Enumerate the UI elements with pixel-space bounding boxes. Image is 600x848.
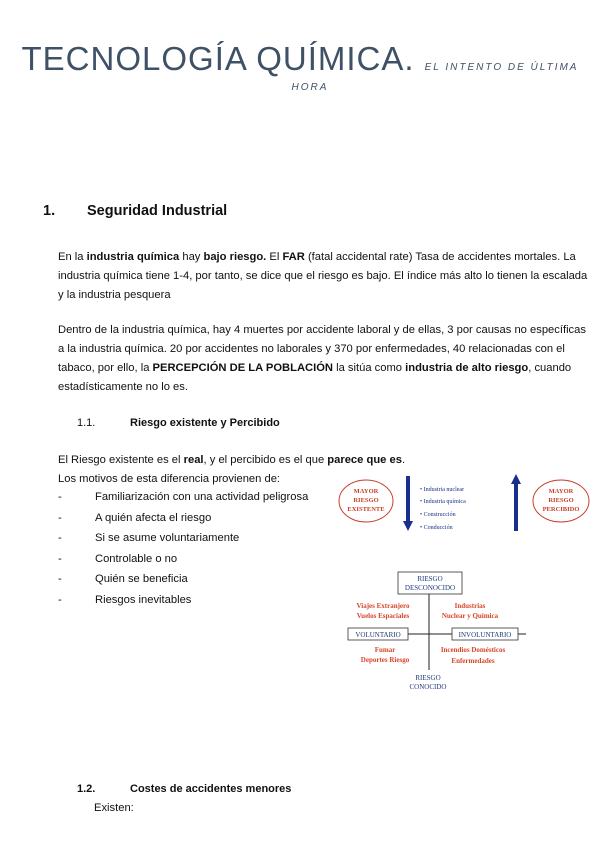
- list-item-text: Controlable o no: [95, 552, 178, 565]
- bold-run: industria química: [86, 251, 180, 263]
- unknown-risk-label: RIESGO: [417, 575, 443, 583]
- subsection-heading-1-1: [77, 417, 280, 429]
- industry-list-item: • Conducción: [420, 525, 453, 531]
- unknown-risk-label: DESCONOCIDO: [404, 584, 456, 592]
- quadrant-top-right: Nuclear y Química: [441, 612, 499, 620]
- risk-comparison-figure: [336, 471, 594, 538]
- bold-run: parece que es: [327, 454, 402, 466]
- quadrant-bottom-right: Enfermedades: [451, 657, 495, 665]
- down-arrow-shaft: [406, 476, 410, 522]
- quadrant-top-right: Industrias: [454, 602, 486, 610]
- text-run: la sitúa como: [333, 362, 406, 374]
- subsection-title: Costes de accidentes menores: [130, 783, 292, 795]
- bold-run: PERCEPCIÓN DE LA POBLACIÓN: [152, 362, 333, 374]
- involuntary-label: INVOLUNTARIO: [458, 631, 512, 639]
- industry-list-item: • Industria nuclear: [420, 487, 465, 493]
- quadrant-bottom-left: Deportes Riesgo: [360, 656, 410, 664]
- text-run: En la: [58, 251, 87, 263]
- subsection-heading-1-2: [77, 783, 291, 795]
- bold-run: industria de alto riesgo: [405, 362, 529, 374]
- risk-comparison-svg: [336, 471, 594, 533]
- known-risk-label: CONOCIDO: [409, 683, 447, 691]
- bold-run: real: [183, 454, 204, 466]
- text-run: El Riesgo existente es el: [58, 454, 184, 466]
- list-item: - A quién afecta el riesgo: [58, 511, 212, 524]
- text-run: hay: [179, 251, 204, 263]
- industry-list-item: • Industria química: [420, 499, 466, 505]
- document-subtitle-continued: HORA: [291, 82, 329, 93]
- risk-quadrant-figure: [338, 570, 528, 699]
- up-arrow-head: [511, 474, 521, 484]
- list-item: - Si se asume voluntariamente: [58, 532, 240, 544]
- subsection-title: Riesgo existente y Percibido: [130, 417, 280, 429]
- risk-quadrant-svg: [338, 570, 528, 694]
- text-run: Los motivos de esta diferencia provienen de:: [58, 473, 281, 485]
- section-heading-1: [43, 203, 227, 219]
- voluntary-label: VOLUNTARIO: [355, 631, 401, 639]
- bold-run: FAR: [282, 251, 305, 263]
- section-number: 1.: [43, 203, 56, 219]
- list-item-text: A quién afecta el riesgo: [95, 511, 212, 524]
- reasons-list: [58, 487, 308, 610]
- list-item: - Familiarización con una actividad peligrosa: [58, 491, 309, 503]
- document-title: TECNOLOGÍA QUÍMICA.: [21, 40, 415, 77]
- ellipse-left-line: EXISTENTE: [347, 506, 385, 513]
- industry-list-item: • Construcción: [420, 512, 456, 518]
- list-item: - Riesgos inevitables: [58, 593, 192, 606]
- text-run: .: [401, 454, 406, 466]
- quadrant-top-left: Vuelos Espaciales: [356, 612, 410, 620]
- paragraph-far: [58, 248, 588, 305]
- text-run: , cuando estadísticamente no lo es.: [58, 362, 572, 393]
- list-item-text: Familiarización con una actividad peligrosa: [95, 491, 309, 503]
- ellipse-right-line: PERCIBIDO: [542, 506, 580, 513]
- list-item-text: Quién se beneficia: [95, 573, 188, 585]
- subsection-number: 1.2.: [77, 783, 96, 795]
- list-item-text: Si se asume voluntariamente: [95, 532, 240, 544]
- text-run: (fatal accidental rate) Tasa de accidentes mortales. La industria química tiene 1-4, por tanto, se dice que el riesgo es bajo. El índice más alto lo tienen la escalada y la industria pesquera: [58, 251, 588, 301]
- document-subtitle: EL INTENTO DE ÚLTIMA: [424, 62, 579, 73]
- ellipse-right-line: RIESGO: [548, 497, 574, 504]
- paragraph-perception: [58, 321, 588, 397]
- subsection-number: 1.1.: [77, 417, 96, 429]
- bold-run: bajo riesgo.: [203, 251, 267, 263]
- page-header: [0, 40, 600, 93]
- list-item: - Quién se beneficia: [58, 573, 188, 585]
- known-risk-label: RIESGO: [415, 674, 441, 682]
- text-run: , y el percibido es el que: [203, 454, 328, 466]
- quadrant-top-left: Viajes Extranjero: [356, 602, 410, 610]
- quadrant-bottom-right: Incendios Domésticos: [440, 646, 506, 654]
- text-run: El: [266, 251, 283, 263]
- paragraph-existen: Existen:: [94, 802, 134, 814]
- list-item-text: Riesgos inevitables: [95, 593, 192, 606]
- ellipse-left-line: RIESGO: [353, 497, 379, 504]
- ellipse-right-line: MAYOR: [548, 488, 574, 495]
- section-title: Seguridad Industrial: [87, 203, 228, 219]
- down-arrow-head: [403, 521, 413, 531]
- quadrant-bottom-left: Fumar: [374, 646, 396, 654]
- ellipse-left-line: MAYOR: [353, 488, 379, 495]
- text-run: Dentro de la industria química, hay 4 muertes por accidente laboral y de ellas, 3 por causas no específicas a la industria química. 20 por accidentes no laborales y 370 por enfermedades, 40 relacionadas con el tabaco, por ello, la: [58, 324, 586, 374]
- up-arrow-shaft: [514, 483, 518, 531]
- list-item: - Controlable o no: [58, 552, 178, 565]
